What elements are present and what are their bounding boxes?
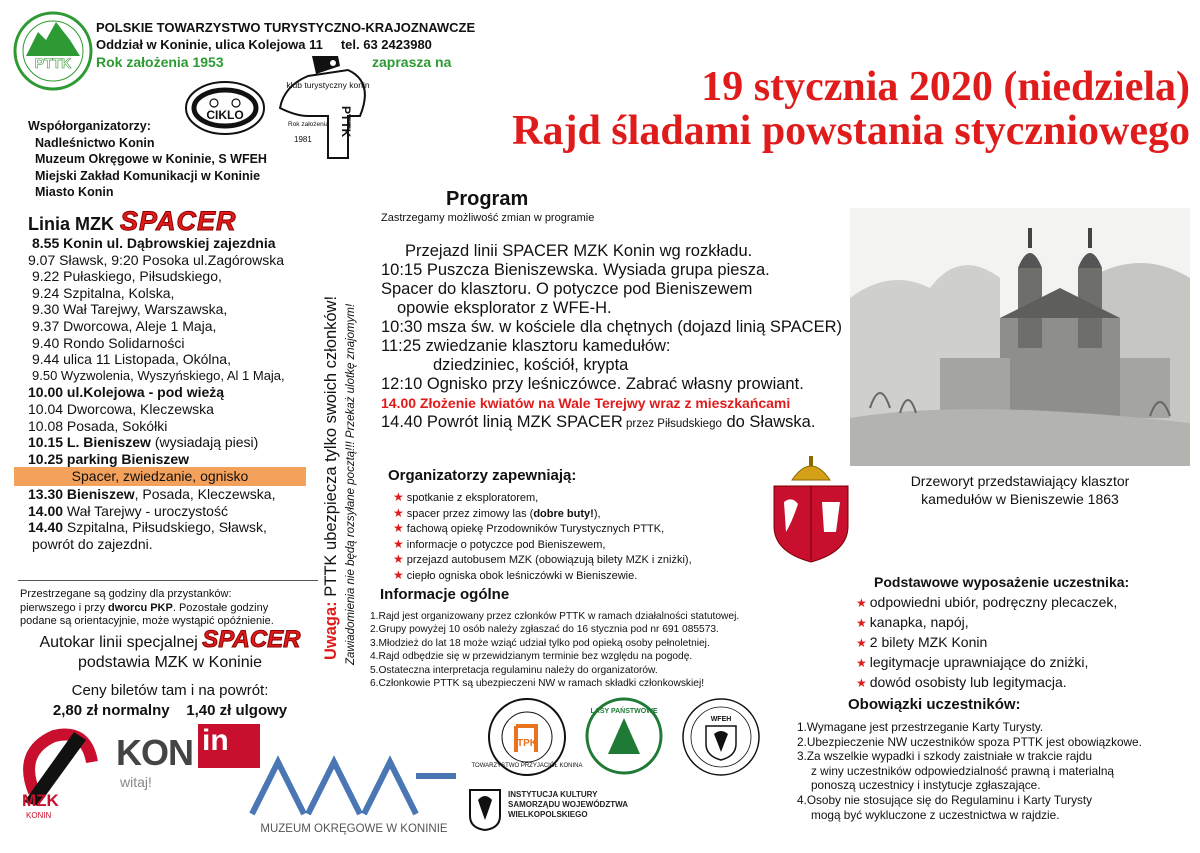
stops-note-line: Przestrzegane są godziny dla przystanków: <box>20 588 232 600</box>
star-icon: ★ <box>393 552 404 567</box>
stop-name: 13.30 Bieniszew <box>28 485 135 502</box>
equipment-item <box>856 673 1117 693</box>
caption-line: Drzeworyt przedstawiający klasztor <box>910 473 1130 489</box>
event-date: 19 stycznia 2020 (niedziela) <box>701 64 1190 110</box>
info-heading: Informacje ogólne <box>380 586 510 603</box>
equipment-item-text: dowód osobisty lub legitymacja. <box>869 674 1067 690</box>
star-icon: ★ <box>393 521 404 536</box>
monastery-woodcut <box>850 208 1190 466</box>
program-item: 10:15 Puszcza Bieniszewska. Wysiada grupa piesza. <box>381 261 770 279</box>
organizers-item-text: fachową opiekę Przodowników Turystycznych PTTK, <box>406 523 665 536</box>
info-item: 5.Ostateczna interpretacja regulaminu należy do organizatorów. <box>370 664 658 676</box>
program-part: do Sławska. <box>721 413 816 431</box>
stop-time: 14.40 <box>28 519 64 536</box>
mzk-logo-text: MZK <box>22 791 59 810</box>
wfeh-logo <box>680 696 762 778</box>
club-pttk: PTTK <box>339 106 353 138</box>
stop-item: 10.08 Posada, Sokółki <box>28 417 168 434</box>
duties-item: ponoszą uczestnicy i instytucje zgłaszające. <box>811 778 1041 793</box>
pttk-logo <box>12 10 94 92</box>
coorganizer-item: Nadleśnictwo Konin <box>35 135 155 150</box>
caption-line: kamedułów w Bieniszewie 1863 <box>921 491 1119 507</box>
bus-line2: podstawia MZK w Koninie <box>77 654 263 671</box>
founded-year: Rok założenia 1953 <box>96 54 224 70</box>
bus-name: SPACER <box>202 626 301 653</box>
mail-note: Zawiadomienia nie będą rozsyłane pocztą!!! Przekaż ulotkę znajomym! <box>345 303 357 665</box>
duties-item: mogą być wykluczone z uczestnictwa w rajdzie. <box>811 807 1060 822</box>
ikswk-line: WIELKOPOLSKIEGO <box>508 810 588 819</box>
duties-item: 3.Za wszelkie wypadki i szkody zaistniałe w trakcie rajdu <box>797 749 1093 764</box>
branch-address: Oddział w Koninie, ulica Kolejowa 11 <box>96 37 323 52</box>
pttk-logo-text: PTTK <box>34 55 72 71</box>
star-icon: ★ <box>393 505 404 520</box>
stop-item <box>28 503 328 520</box>
stop-item: 9.07 Sławsk, 9:20 Posoka ul.Zagórowska <box>28 251 285 268</box>
equipment-item-text: odpowiedni ubiór, podręczny plecaczek, <box>869 594 1118 610</box>
equipment-item-text: legitymacje uprawniające do zniżki, <box>869 654 1089 670</box>
stop-item: 10.25 parking Bieniszew <box>28 450 190 467</box>
organizers-item <box>393 568 692 584</box>
konin-logo-in: in <box>202 724 229 757</box>
org-name: POLSKIE TOWARZYSTWO TURYSTYCZNO-KRAJOZNAWCZE <box>96 20 476 35</box>
organizers-item-text: spacer przez zimowy las ( <box>406 507 534 520</box>
program-heading: Program <box>446 188 529 210</box>
line-name: SPACER <box>120 206 237 236</box>
invites-text: zaprasza na <box>372 54 452 70</box>
museum-logo <box>248 756 460 838</box>
equipment-heading: Podstawowe wyposażenie uczestnika: <box>874 574 1130 590</box>
stop-item <box>28 434 328 451</box>
club-logo-label: klub turystyczny konin <box>286 80 370 90</box>
stops-note-part: pierwszego i przy <box>20 601 109 614</box>
divider <box>18 580 318 581</box>
price-normal: 2,80 zł normalny <box>52 702 170 719</box>
duties-item: 1.Wymagane jest przestrzeganie Karty Turysty. <box>797 720 1044 734</box>
equipment-item <box>856 633 1117 653</box>
price-reduced: 1,40 zł ulgowy <box>186 702 288 719</box>
star-icon: ★ <box>393 490 404 504</box>
stop-name: 10.15 L. Bieniszew <box>28 434 151 451</box>
stops-note <box>20 588 320 629</box>
konin-logo <box>116 724 266 794</box>
info-item: 4.Rajd odbędzie się w przewidzianym terminie bez względu na pogodę. <box>370 651 693 663</box>
program-part-small: przez Piłsudskiego <box>622 418 722 430</box>
mzk-logo-sub: KONIN <box>26 811 52 820</box>
prices-label: Ceny biletów tam i na powrót: <box>71 682 269 699</box>
ikswk-logo <box>508 790 628 820</box>
stop-item: 10.04 Dworcowa, Kleczewska <box>28 400 214 417</box>
coorganizer-item: Miejski Zakład Komunikacji w Koninie <box>35 168 261 183</box>
uwaga-label: Uwaga: <box>322 601 340 660</box>
stop-item: 9.30 Wał Tarejwy, Warszawska, <box>32 301 228 318</box>
uwaga-text: PTTK ubezpiecza tylko swoich członków! <box>322 295 340 602</box>
stop-note: , Posada, Kleczewska, <box>134 485 276 502</box>
info-item: 1.Rajd jest organizowany przez członków PTTK w ramach działalności statutowej. <box>370 611 740 622</box>
organizers-item-text: spotkanie z eksploratorem, <box>406 492 539 504</box>
line-label: Linia MZK <box>28 214 114 234</box>
stop-item: powrót do zajezdni. <box>32 535 153 552</box>
duties-heading: Obowiązki uczestników: <box>848 696 1021 713</box>
duties-item: 4.Osoby nie stosujące się do Regulaminu i Karty Turysty <box>797 792 1093 807</box>
stop-item: 8.55 Konin ul. Dąbrowskiej zajezdnia <box>32 235 276 251</box>
stops-note-part: . Pozostałe godziny <box>172 601 269 614</box>
star-icon: ★ <box>856 636 867 650</box>
club-year: 1981 <box>294 135 312 144</box>
program-item: Przejazd linii SPACER MZK Konin wg rozkładu. <box>405 242 753 260</box>
lasy-logo-text: LASY PAŃSTWOWE <box>590 708 658 715</box>
program-item: dziedziniec, kościół, krypta <box>433 356 629 374</box>
bus-info <box>20 626 320 673</box>
program-item: opowie eksplorator z WFE-H. <box>397 299 612 317</box>
coat-of-arms-icon <box>770 452 852 564</box>
star-icon: ★ <box>856 656 867 670</box>
stop-note: Szpitalna, Piłsudskiego, Sławsk, <box>63 519 267 536</box>
info-item: 6.Członkowie PTTK są ubezpieczeni NW w ramach składki członkowskiej! <box>370 678 705 690</box>
organizers-item-text: ciepło ogniska obok leśniczówki w Bieniszewie. <box>406 569 638 582</box>
program-item: 10:30 msza św. w kościele dla chętnych (dojazd linią SPACER) <box>381 318 842 336</box>
stops-note-bold: dworcu PKP <box>108 601 173 614</box>
tpk-logo <box>471 696 583 778</box>
coorganizers <box>28 118 267 201</box>
info-list <box>370 610 739 690</box>
prices <box>20 681 320 721</box>
phone-number: tel. 63 2423980 <box>340 37 432 52</box>
tpk-logo-text: TPK <box>517 738 537 749</box>
organizers-list <box>393 490 692 584</box>
organizers-item-text: przejazd autobusem MZK (obowiązują bilety MZK i zniżki), <box>406 554 692 567</box>
equipment-item-text: kanapka, napój, <box>869 614 969 630</box>
coorganizer-item: Miasto Konin <box>35 185 114 199</box>
club-turystyczny-logo <box>278 46 378 164</box>
organizers-item <box>393 552 692 568</box>
equipment-item <box>856 613 1117 633</box>
stop-item: 9.50 Wyzwolenia, Wyszyńskiego, Al 1 Maja, <box>32 367 285 383</box>
equipment-item <box>856 653 1117 673</box>
stop-item: 9.24 Szpitalna, Kolska, <box>32 284 175 301</box>
coorganizers-heading: Współorganizatorzy: <box>28 119 151 133</box>
mzk-logo <box>14 722 104 820</box>
event-title: Rajd śladami powstania styczniowego <box>512 108 1190 154</box>
club-year-label: Rok założenia <box>288 121 329 128</box>
info-item: 2.Grupy powyżej 10 osób należy zgłaszać do 16 stycznia pod nr 691 085573. <box>370 624 719 636</box>
organizers-item <box>393 537 692 553</box>
cyclists-logo-text: CIKLO <box>206 108 244 122</box>
stop-item: 9.40 Rondo Solidarności <box>32 334 185 351</box>
equipment-item <box>856 593 1117 613</box>
star-icon: ★ <box>856 596 867 610</box>
equipment-list <box>856 593 1117 693</box>
insurance-note <box>322 296 341 660</box>
stop-item: 9.44 ulica 11 Listopada, Okólna, <box>32 351 231 368</box>
lasy-panstwowe-logo <box>584 696 664 776</box>
stop-highlight: Spacer, zwiedzanie, ognisko <box>14 467 306 486</box>
organizers-item <box>393 506 692 522</box>
stop-item: 9.22 Pułaskiego, Piłsudskiego, <box>32 268 222 285</box>
stop-note: (wysiadają piesi) <box>154 434 259 451</box>
stop-item: 10.00 ul.Kolejowa - pod wieżą <box>28 384 225 401</box>
organizers-item-bold: dobre buty! <box>533 507 594 520</box>
coorganizer-item: Muzeum Okręgowe w Koninie, S WFEH <box>35 152 267 166</box>
star-icon: ★ <box>393 567 404 582</box>
stop-item: 9.37 Dworcowa, Aleje 1 Maja, <box>32 317 217 334</box>
konin-logo-text: KON <box>116 732 193 773</box>
stop-item <box>28 519 328 536</box>
wfeh-logo-text: WFEH <box>710 716 732 723</box>
organizers-item <box>393 490 692 506</box>
ikswk-eagle-icon <box>468 782 502 832</box>
equipment-item-text: 2 bilety MZK Konin <box>869 634 988 650</box>
stops-list <box>28 235 328 552</box>
org-address <box>96 37 432 52</box>
stops-note-line: podane są orientacyjnie, może wystąpić opóźnienie. <box>20 615 274 627</box>
stops-note-line <box>20 602 320 616</box>
stop-time: 14.00 <box>28 502 64 519</box>
duties-item: 2.Ubezpieczenie NW uczestników spoza PTTK jest obowiązkowe. <box>797 734 1142 749</box>
duties-list <box>797 720 1142 822</box>
organizers-item <box>393 521 692 537</box>
museum-logo-text: MUZEUM OKRĘGOWE W KONINIE <box>260 823 448 835</box>
organizers-item-text: ), <box>593 507 601 520</box>
stop-item <box>28 486 328 503</box>
tpk-ring-text: TOWARZYSTWO PRZYJACIÓŁ KONINA <box>471 763 583 769</box>
program-item: Spacer do klasztoru. O potyczce pod Bieniszewem <box>381 280 753 298</box>
program-item: 12:10 Ognisko przy leśniczówce. Zabrać własny prowiant. <box>381 375 804 393</box>
program-note: Zastrzegamy możliwość zmian w programie <box>381 212 595 224</box>
bus-line1: Autokar linii specjalnej <box>39 634 198 651</box>
organizers-heading: Organizatorzy zapewniają: <box>388 467 577 484</box>
info-item: 3.Młodzież do lat 18 może wziąć udział tylko pod opieką osoby pełnoletniej. <box>370 637 710 649</box>
organizers-item-text: informacje o potyczce pod Bieniszewem, <box>406 538 606 551</box>
konin-witaj: witaj! <box>120 774 152 790</box>
stop-note: Wał Tarejwy - uroczystość <box>63 502 228 519</box>
program-part: 14.40 Powrót linią MZK SPACER <box>381 413 623 431</box>
program-item: 11:25 zwiedzanie klasztoru kamedułów: <box>381 337 671 355</box>
program-item-highlight: 14.00 Złożenie kwiatów na Wale Terejwy wraz z mieszkańcami <box>381 395 791 411</box>
ikswk-line: SAMORZĄDU WOJEWÓDZTWA <box>508 800 628 809</box>
woodcut-caption <box>855 472 1185 508</box>
duties-item: z winy uczestników odpowiedzialność prawną i materialną <box>811 763 1114 778</box>
star-icon: ★ <box>856 616 867 630</box>
star-icon: ★ <box>856 676 867 690</box>
ikswk-line: INSTYTUCJA KULTURY <box>508 790 598 799</box>
star-icon: ★ <box>393 536 404 551</box>
line-heading <box>28 206 237 237</box>
